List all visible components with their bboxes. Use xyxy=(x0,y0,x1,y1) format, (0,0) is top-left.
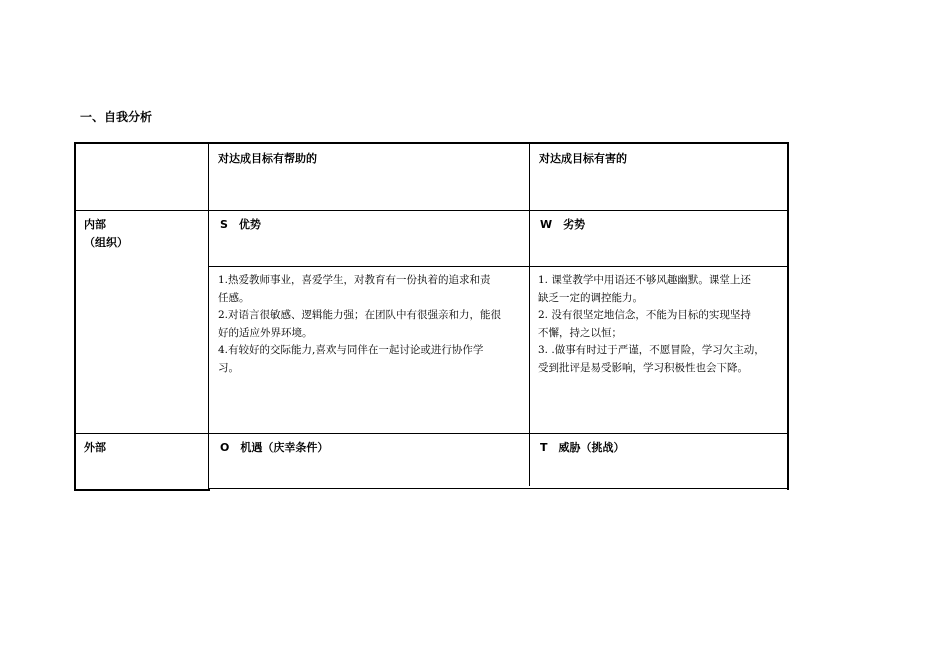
weaknesses-line: 2. 没有很坚定地信念，不能为目标的实现坚持 xyxy=(538,309,751,321)
weaknesses-title: W 劣势 xyxy=(540,218,586,231)
table-row-divider-external xyxy=(75,433,788,434)
table-col-divider-2 xyxy=(529,143,530,486)
table-border-top xyxy=(74,142,789,144)
opportunities-title: O 机遇（庆幸条件） xyxy=(220,441,329,454)
strengths-line: 好的适应外界环境。 xyxy=(218,326,313,339)
strengths-line: 4.有较好的交际能力,喜欢与同伴在一起讨论或进行协作学 xyxy=(218,344,484,356)
strengths-line: 2.对语言很敏感、逻辑能力强；在团队中有很强亲和力，能很 xyxy=(218,309,502,321)
threats-title: T 威胁（挑战） xyxy=(540,441,625,454)
row-label-internal xyxy=(84,216,128,251)
header-harmful: 对达成目标有害的 xyxy=(539,152,627,165)
table-border-right xyxy=(787,142,789,490)
table-border-bottom-left xyxy=(74,489,210,491)
strengths-title: S 优势 xyxy=(220,218,261,231)
weaknesses-list xyxy=(538,272,786,377)
weaknesses-line: 不懈，持之以恒； xyxy=(538,326,622,339)
row-label-external: 外部 xyxy=(84,441,106,454)
table-row-divider-header xyxy=(75,210,788,211)
table-row-divider-sw-title xyxy=(209,266,788,267)
section-heading: 一、自我分析 xyxy=(80,110,153,124)
row-label-internal-line2: （组织） xyxy=(84,235,128,249)
row-label-internal-line1: 内部 xyxy=(84,218,106,231)
strengths-line: 1.热爱教师事业，喜爱学生，对教育有一份执着的追求和责 xyxy=(218,274,491,286)
table-col-divider-1 xyxy=(208,143,209,490)
strengths-line: 任感。 xyxy=(218,291,250,304)
weaknesses-line: 受到批评是易受影响，学习积极性也会下降。 xyxy=(538,361,748,374)
table-border-bottom-right xyxy=(209,488,789,489)
weaknesses-line: 3. .做事有时过于严谨，不愿冒险，学习欠主动， xyxy=(538,344,765,356)
weaknesses-line: 缺乏一定的调控能力。 xyxy=(538,291,643,304)
table-border-left xyxy=(74,142,76,491)
strengths-line: 习。 xyxy=(218,361,239,374)
weaknesses-line: 1. 课堂教学中用语还不够风趣幽默。课堂上还 xyxy=(538,274,751,286)
header-helpful: 对达成目标有帮助的 xyxy=(218,152,317,165)
strengths-list xyxy=(218,272,528,377)
